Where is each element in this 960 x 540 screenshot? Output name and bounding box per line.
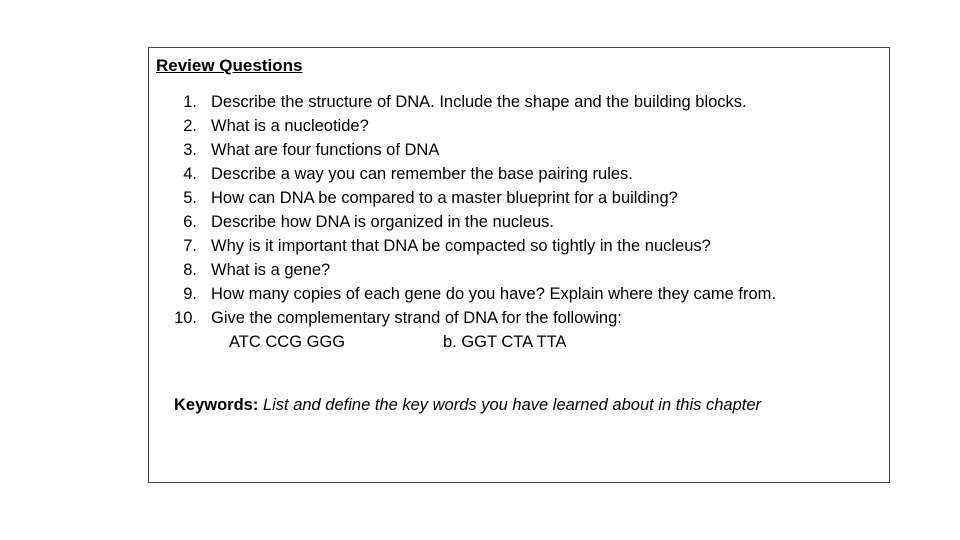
keywords-label: Keywords: bbox=[174, 396, 263, 414]
question-number: 1. bbox=[183, 93, 197, 111]
keywords-text: List and define the key words you have learned about in this chapter bbox=[262, 396, 762, 414]
question-text: What is a nucleotide? bbox=[211, 117, 369, 135]
question-text: Why is it important that DNA be compacted so tightly in the nucleus? bbox=[211, 237, 711, 255]
question-text: How many copies of each gene do you have? Explain where they came from. bbox=[211, 285, 776, 303]
question-number: 6. bbox=[183, 213, 197, 231]
question-number: 2. bbox=[183, 117, 197, 135]
question-number: 8. bbox=[183, 261, 197, 279]
question-number: 4. bbox=[183, 165, 197, 183]
question-text: How can DNA be compared to a master blueprint for a building? bbox=[211, 189, 678, 207]
review-title: Review Questions bbox=[156, 56, 303, 75]
review-box bbox=[148, 47, 890, 483]
question-number: 5. bbox=[183, 189, 197, 207]
question-number: 7. bbox=[183, 237, 197, 255]
question-text: What are four functions of DNA bbox=[211, 141, 440, 159]
question-text: What is a gene? bbox=[211, 261, 331, 279]
question-text: Describe how DNA is organized in the nucleus. bbox=[211, 213, 555, 231]
question-text: Describe a way you can remember the base pairing rules. bbox=[211, 165, 633, 183]
question-text: Describe the structure of DNA. Include the shape and the building blocks. bbox=[211, 93, 747, 111]
question-number: 9. bbox=[183, 285, 197, 303]
question-number: 3. bbox=[183, 141, 197, 159]
dna-strand-a: ATC CCG GGG bbox=[229, 333, 346, 351]
question-number: 10. bbox=[174, 309, 197, 327]
dna-strand-b: b. GGT CTA TTA bbox=[443, 333, 567, 351]
keywords-line bbox=[174, 393, 761, 417]
question-text: Give the complementary strand of DNA for the following: bbox=[211, 309, 622, 327]
